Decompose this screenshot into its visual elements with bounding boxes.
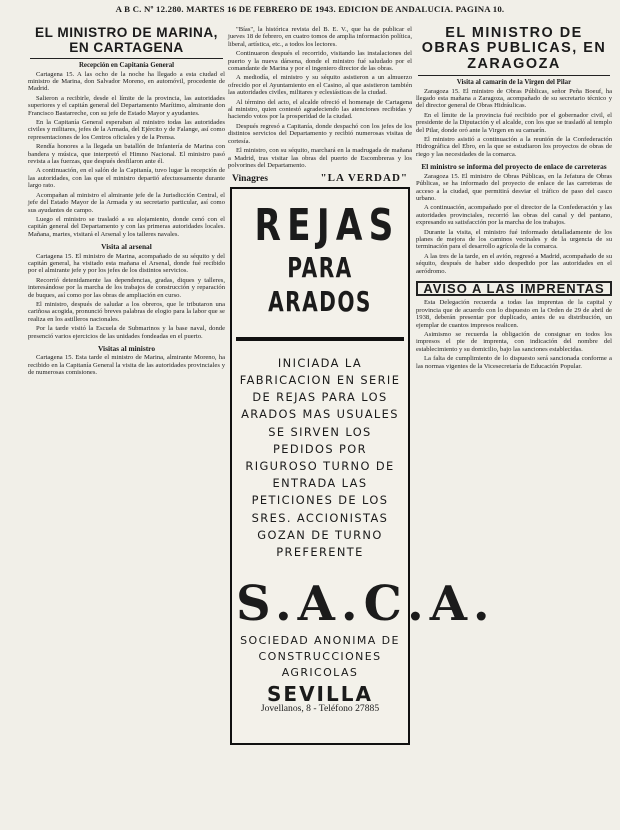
ad-header bbox=[228, 172, 412, 185]
middle-paragraph: A mediodía, el ministro y su séquito asistieron a un almuerzo ofrecido por el Ayuntamiento en el Casino, al que asistieron también las autoridades civiles, militares y eclesiásticas de la ciudad. bbox=[228, 74, 412, 97]
left-paragraph: El ministro, después de saludar a los obreros, que le tributaron una cariñosa acogida, pronunció breves palabras de elogio para la labor que se realiza en los astilleros nacionales. bbox=[28, 300, 225, 323]
left-paragraph: Rendía honores a la llegada un batallón de Infantería de Marina con bandera y música, que interpretó el Himno Nacional. El ministro pasó revista a las fuerzas, que después desfilaron ante él. bbox=[28, 143, 225, 166]
right-column bbox=[416, 26, 612, 826]
right-paragraph: A continuación, acompañado por el director de la Confederación y las autoridades provinciales, recorrió las obras del canal y del pantano, expresando su satisfacción por la marcha de los trabajos. bbox=[416, 204, 612, 227]
ad-divider bbox=[236, 337, 404, 341]
right-paragraph: El ministro asistió a continuación a la reunión de la Confederación Hidrográfica del Ebro, en la que se estudiaron los proyectos de obras de riego y las necesidades de la comarca. bbox=[416, 136, 612, 158]
advertisement bbox=[230, 187, 496, 745]
left-section-title: Visitas al ministro bbox=[97, 344, 156, 353]
left-section-title: Visita al arsenal bbox=[101, 242, 152, 252]
ad-body: INICIADA LA FABRICACION EN SERIE DE REJAS PARA LOS ARADOS MAS USUALES SE SIRVEN LOS PEDIDOS POR RIGUROSO TURNO DE ENTRADA LAS PETICIONES DE LOS SRES. ACCIONISTAS GOZAN DE TURNO PREFERENTE bbox=[239, 355, 401, 559]
left-paragraph: Acompañan al ministro el almirante jefe de la Jurisdicción Central, el jefe del Estado Mayor de la Armada y su secretario particular, así como sus ayudantes de campo. bbox=[28, 191, 225, 214]
right-paragraph: Zaragoza 15. El ministro de Obras Públicas, en la Jefatura de Obras Públicas, se ha informado del proyecto de enlace de las carreteras de acceso a la ciudad, que permitirá desviar el tráfico de paso del casco urbano. bbox=[416, 172, 612, 202]
right-paragraph: Esta Delegación recuerda a todas las imprentas de la capital y provincia que de acuerdo con lo dispuesto en la Orden de 29 de abril de 1938, deberán presentar por duplicado, antes de su distribución, un ejemplar de cuantos impresos realicen. bbox=[416, 299, 612, 329]
ad-subtitle: PARA ARADOS bbox=[268, 250, 372, 318]
right-paragraph: En el límite de la provincia fué recibido por el gobernador civil, el presidente de la Diputación y el alcalde, con los que se trasladó al templo del Pilar, donde oró ante la Virgen en su camarín. bbox=[416, 111, 612, 134]
left-paragraph: Luego el ministro se trasladó a su alojamiento, donde cenó con el capitán general del Departamento y con las primeras autoridades locales. Mañana, martes, visitará el Arsenal y los talleres navales. bbox=[28, 215, 225, 238]
middle-paragraph: Continuaron después el recorrido, visitando las instalaciones del puerto y la nueva dársena, donde el ministro fué saludado por el comandante de Marina y por el ingeniero director de las obras. bbox=[228, 50, 412, 73]
right-headline: EL MINISTRO DE OBRAS PUBLICAS, EN ZARAGOZA bbox=[421, 25, 607, 72]
middle-column bbox=[228, 26, 496, 826]
right-paragraph: A las tres de la tarde, en el avión, regresó a Madrid, acompañado de su séquito, después de haber sido despedido por las autoridades en el aeródromo. bbox=[416, 252, 612, 275]
right-paragraph: Durante la visita, el ministro fué informado detalladamente de los planes de mejora de los caminos vecinales y de la urgencia de su terminación para el desarrollo agrícola de la comarca. bbox=[416, 228, 612, 251]
left-paragraph: Salieron a recibirle, desde el límite de la provincia, las autoridades superiores y el capitán general del Departamento Marítimo, almirante don Francisco Bastarreche, con su jefe de Estado Mayor y ayudantes. bbox=[28, 94, 225, 117]
middle-paragraph: Al término del acto, el alcalde ofreció el homenaje de Cartagena al ministro, quien contestó agradeciendo las atenciones recibidas y haciendo votos por la prosperidad de la ciudad. bbox=[228, 98, 412, 121]
middle-paragraph: "Bías", la histórica revista del B. E. V., que ha de publicar el jueves 18 de febrero, en cuatro tomos de amplia información política, liberal, artística, etc., a todos los lectores. bbox=[228, 26, 412, 48]
middle-paragraph: Después regresó a Capitanía, donde despachó con los jefes de los distintos servicios del Departamento y recibió numerosas visitas de cortesía. bbox=[228, 122, 412, 145]
ad-company-name: SOCIEDAD ANONIMA DE CONSTRUCCIONES AGRICOLAS bbox=[240, 634, 400, 680]
left-column bbox=[28, 26, 225, 826]
left-paragraph: Cartagena 15. A las ocho de la noche ha llegado a esta ciudad el ministro de Marina, don Salvador Moreno, en automóvil, procedente de Madrid. bbox=[28, 70, 225, 93]
ad-city: SEVILLA bbox=[267, 682, 373, 707]
left-subhead: Recepción en Capitanía General bbox=[78, 62, 175, 70]
ad-header-brand: "LA VERDAD" bbox=[320, 172, 408, 185]
ad-address: Jovellanos, 8 - Teléfono 27885 bbox=[260, 702, 380, 714]
right-section-title: El ministro se informa del proyecto de enlace de carreteras bbox=[421, 162, 607, 172]
middle-paragraph: El ministro, con su séquito, marchará en la madrugada de mañana a Madrid, tras visitar las obras del puerto de Escombreras y los polvorines del Departamento. bbox=[228, 147, 412, 169]
left-paragraph: A continuación, en el salón de la Capitanía, tuvo lugar la recepción de las autoridades, con las que el ministro departió afectuosamente durante largo rato. bbox=[28, 167, 225, 190]
left-paragraph: Recorrió detenidamente las dependencias, gradas, diques y talleres, interesándose por la marcha de los trabajos de construcción y reparación de buques, así como por las obras de ampliación en curso. bbox=[28, 276, 225, 299]
right-paragraph: Asimismo se recuerda la obligación de consignar en todos los impresos el pie de imprenta, con indicación del nombre del establecimiento y su domicilio, bajo las sanciones establecidas. bbox=[416, 331, 612, 353]
left-paragraph: Cartagena 15. Esta tarde el ministro de Marina, almirante Moreno, ha recibido en la Capitanía General la visita de las autoridades provinciales y de numerosas comisiones. bbox=[28, 354, 225, 377]
ad-header-left: Vinagres bbox=[232, 174, 268, 185]
right-rule bbox=[418, 75, 610, 76]
left-headline: EL MINISTRO DE MARINA, EN CARTAGENA bbox=[35, 25, 218, 55]
left-paragraph: En la Capitanía General esperaban al ministro todas las autoridades civiles y militares, jefes de la Armada, del Ejército y de Falange, así como representaciones de los Centros oficiales y de la Prensa. bbox=[28, 119, 225, 141]
right-subhead: Visita al camarín de la Virgen del Pilar bbox=[456, 79, 572, 87]
page-header: A B C. Nº 12.280. MARTES 16 DE FEBRERO DE 1943. EDICION DE ANDALUCIA. PAGINA 10. bbox=[115, 4, 505, 14]
left-paragraph: Cartagena 15. El ministro de Marina, acompañado de su séquito y del capitán general, ha visitado esta mañana el Arsenal, donde fué recibido por el almirante jefe y por los jefes de los distintos servicios. bbox=[28, 252, 225, 275]
aviso-headline: AVISO A LAS IMPRENTAS bbox=[416, 281, 612, 296]
ad-company-logo: S.A.C.A. bbox=[236, 576, 496, 633]
left-rule bbox=[30, 58, 223, 59]
right-paragraph: Zaragoza 15. El ministro de Obras Públicas, señor Peña Boeuf, ha llegado esta mañana a Zaragoza, acompañado de su secretario técnico y del director general de Obras Hidráulicas. bbox=[416, 87, 612, 110]
left-paragraph: Por la tarde visitó la Escuela de Submarinos y la base naval, donde presenció varios ejercicios de las unidades fondeadas en el puerto. bbox=[28, 325, 225, 340]
right-paragraph: La falta de cumplimiento de lo dispuesto será sancionada conforme a las normas vigentes de la Vicesecretaría de Educación Popular. bbox=[416, 355, 612, 370]
ad-title: REJAS bbox=[254, 199, 400, 251]
